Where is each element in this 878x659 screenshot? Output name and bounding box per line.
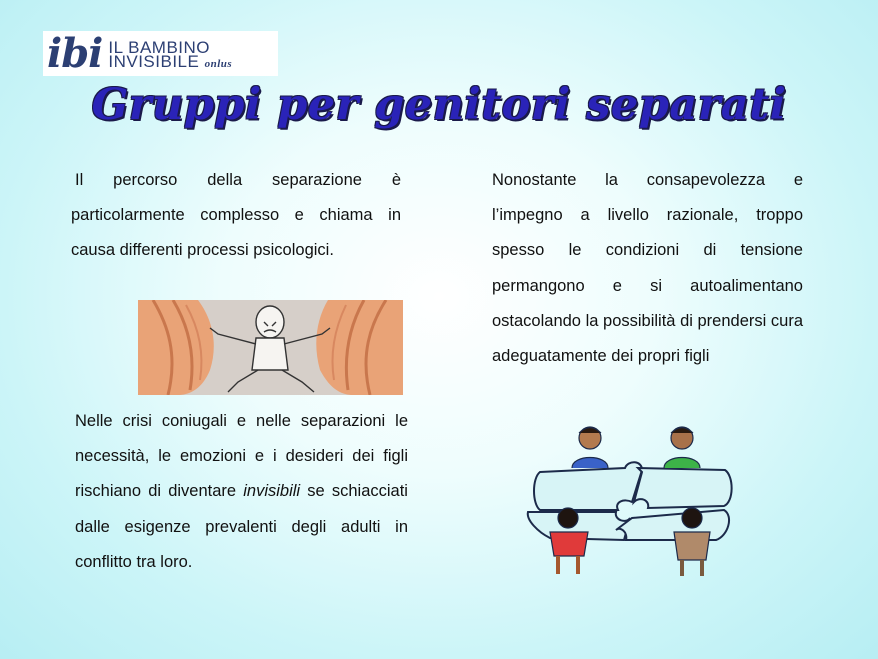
logo-line1: IL BAMBINO [108,37,211,57]
right-hand-icon [316,300,403,395]
squeezed-person-illustration [138,300,403,395]
logo-suffix: onlus [204,57,233,70]
crisis-text-after: se schiacciati dalle esigenze prevalenti degli adulti in conflitto tra loro. [75,482,408,571]
puzzle-pieces-icon [528,462,732,540]
crisis-paragraph [75,404,408,580]
logo-text [108,37,233,71]
logo-mark: ibi [47,30,103,77]
right-paragraph: Nonostante la consapevolezza e l’impegno a livello razionale, troppo spesso le condizioni di tensione permangono e si autoalimentano ostacolando la possibilità di prendersi cura adeguatamente dei propri figli [492,171,803,366]
intro-paragraph: Il percorso della separazione è particolarmente complesso e chiama in causa differenti processi psicologici. [71,171,401,260]
logo-line2-text: INVISIBILE [108,51,200,71]
organization-logo [43,31,278,76]
slide-title: Gruppi per genitori separati [91,80,787,130]
person-icon [572,427,608,468]
crisis-emphasis: invisibili [243,482,301,501]
logo-line2 [108,51,233,71]
crisis-text-before: Nelle crisi coniugali e nelle separazioni le necessità, le emozioni e i desideri dei figli rischiano di diventare [75,412,408,501]
left-hand-icon [138,300,214,395]
person-icon [664,427,700,468]
people-puzzle-illustration [520,420,745,580]
